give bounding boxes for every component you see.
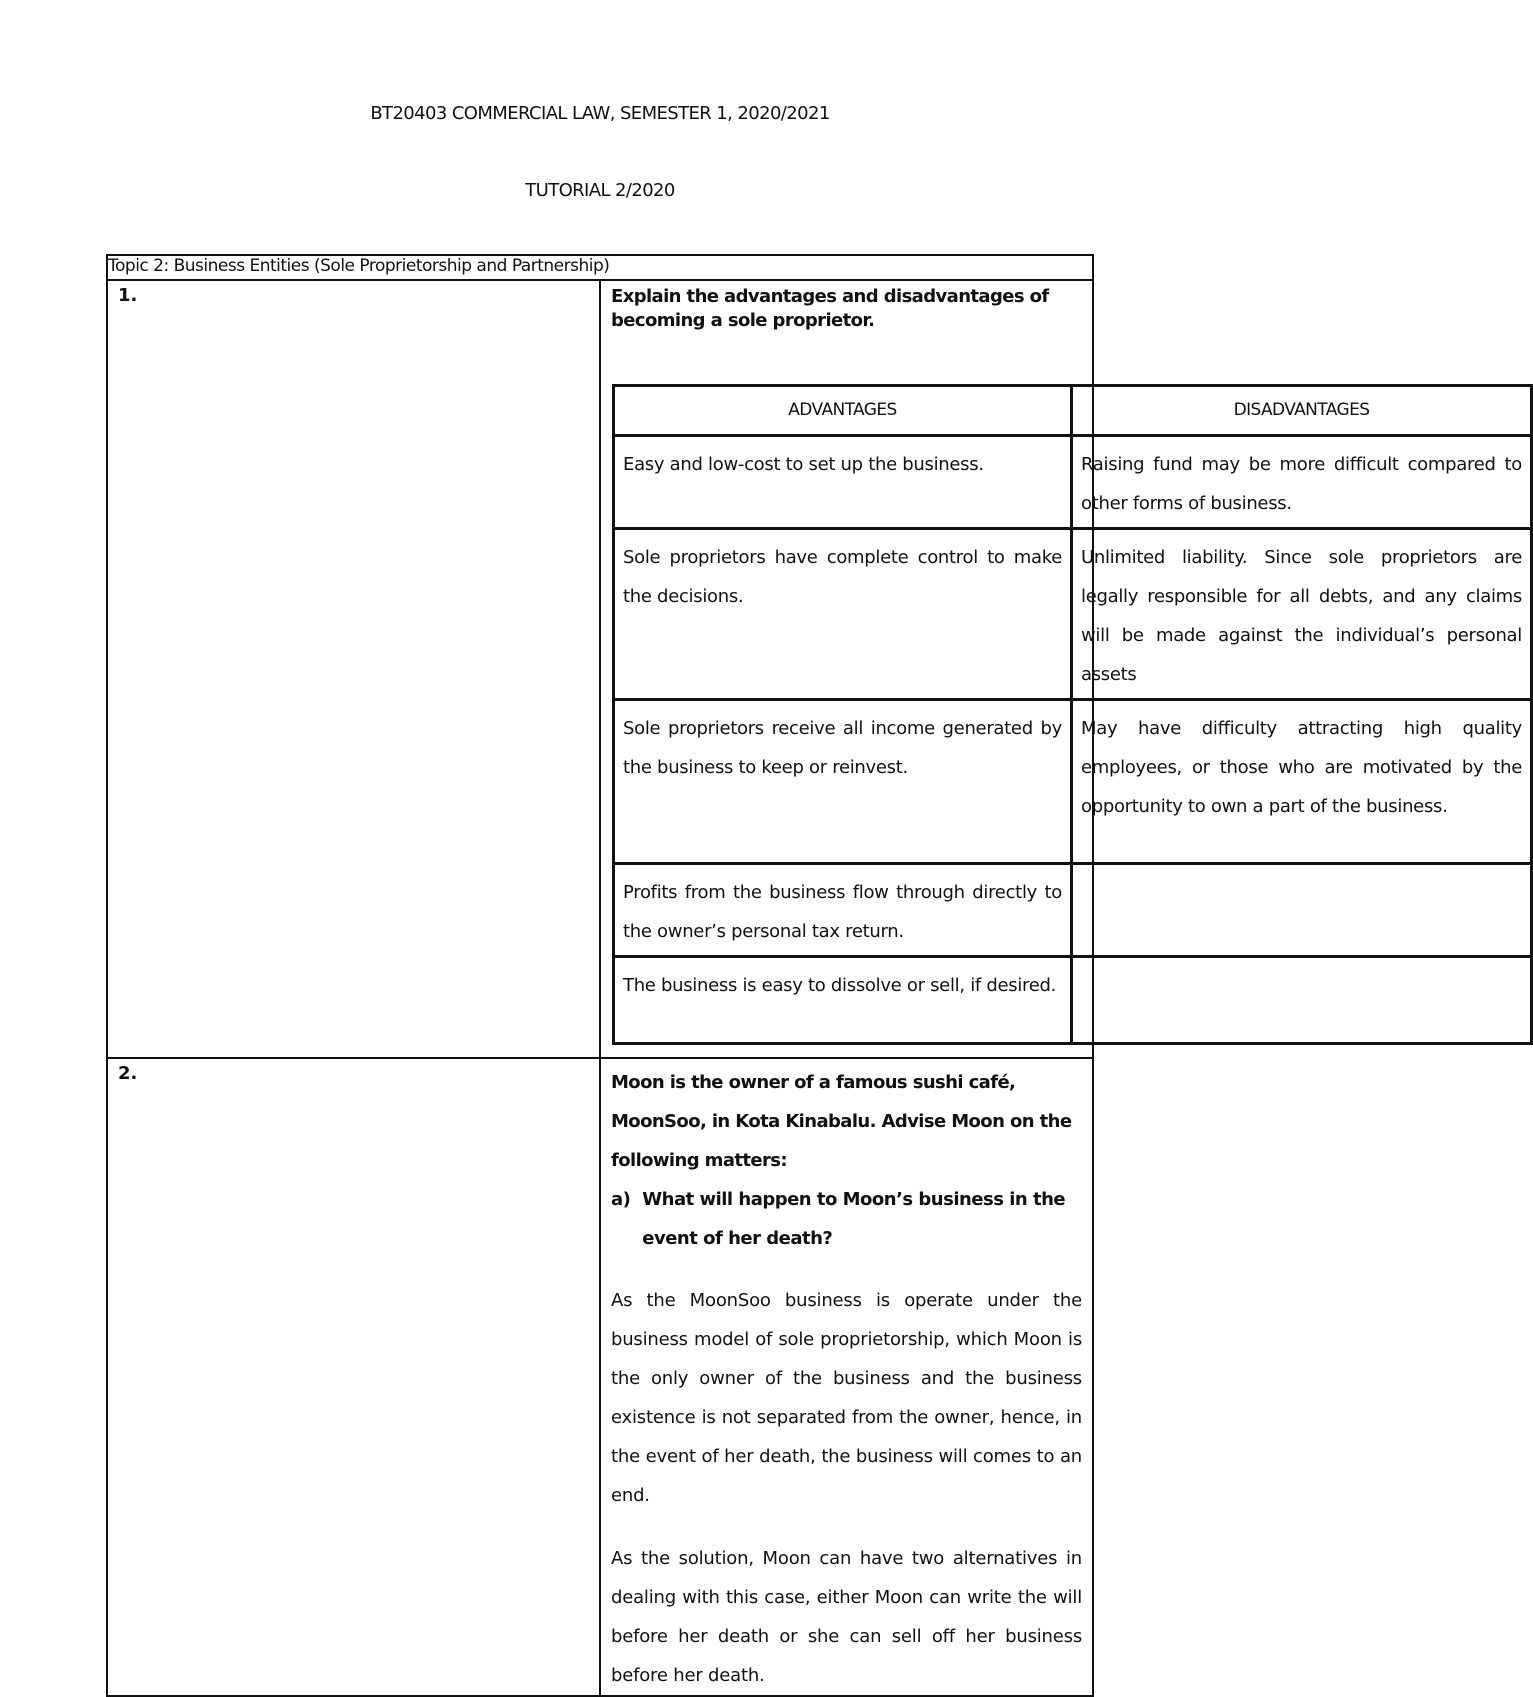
- course-title: BT20403 COMMERCIAL LAW, SEMESTER 1, 2020/2021: [370, 103, 830, 124]
- sub-question-a-label: a): [611, 1189, 631, 1210]
- advantages-header: ADVANTAGES: [614, 386, 1072, 436]
- advantage-cell: Sole proprietors have complete control to make the decisions.: [614, 529, 1072, 700]
- disadvantage-cell: Raising fund may be more difficult compared to other forms of business.: [1072, 436, 1532, 529]
- disadvantages-header: DISADVANTAGES: [1072, 386, 1532, 436]
- disadvantage-cell: May have difficulty attracting high quality employees, or those who are motivated by the opportunity to own a part of the business.: [1072, 700, 1532, 864]
- table-row: [614, 436, 1532, 529]
- table-row: [614, 529, 1532, 700]
- table-row: [614, 957, 1532, 1044]
- tutorial-table: [106, 254, 1522, 1697]
- question-1-number: 1.: [107, 280, 600, 1058]
- advantage-cell: Profits from the business flow through directly to the owner’s personal tax return.: [614, 864, 1072, 957]
- disadvantage-cell: Unlimited liability. Since sole proprietors are legally responsible for all debts, and any claims will be made against the individual’s personal assets: [1072, 529, 1532, 700]
- question-1-text: Explain the advantages and disadvantages of becoming a sole proprietor.: [611, 286, 1049, 331]
- question-2-number: 2.: [107, 1058, 600, 1696]
- disadvantage-cell: [1072, 864, 1532, 957]
- question-2-body: [600, 1058, 1093, 1696]
- advantage-cell: Easy and low-cost to set up the business.: [614, 436, 1072, 529]
- table-header-row: [614, 386, 1532, 436]
- table-row: [614, 700, 1532, 864]
- topic-row: [107, 255, 1093, 280]
- answer-paragraph: As the solution, Moon can have two alternatives in dealing with this case, either Moon can write the will before her death or she can sell off her business before her death.: [611, 1548, 1082, 1686]
- disadvantage-cell: [1072, 957, 1532, 1044]
- question-2-text: Moon is the owner of a famous sushi café, MoonSoo, in Kota Kinabalu. Advise Moon on the following matters:: [611, 1072, 1072, 1171]
- advantages-disadvantages-table: [612, 384, 1533, 1045]
- topic-heading: Topic 2: Business Entities (Sole Proprietorship and Partnership): [107, 255, 1093, 280]
- table-row: [614, 864, 1532, 957]
- question-1-row: [107, 280, 1093, 1058]
- advantage-cell: The business is easy to dissolve or sell, if desired.: [614, 957, 1072, 1044]
- sub-question-a: [611, 1180, 1082, 1258]
- tutorial-title: TUTORIAL 2/2020: [525, 180, 675, 201]
- question-2-row: [107, 1058, 1093, 1696]
- sub-question-a-text: What will happen to Moon’s business in the event of her death?: [642, 1189, 1066, 1249]
- answer-paragraph: As the MoonSoo business is operate under the business model of sole proprietorship, which Moon is the only owner of the business and the business existence is not separated from the owner, hence, in the event of her death, the business will comes to an end.: [611, 1290, 1082, 1506]
- question-1-body: [600, 280, 1522, 1058]
- advantage-cell: Sole proprietors receive all income generated by the business to keep or reinvest.: [614, 700, 1072, 864]
